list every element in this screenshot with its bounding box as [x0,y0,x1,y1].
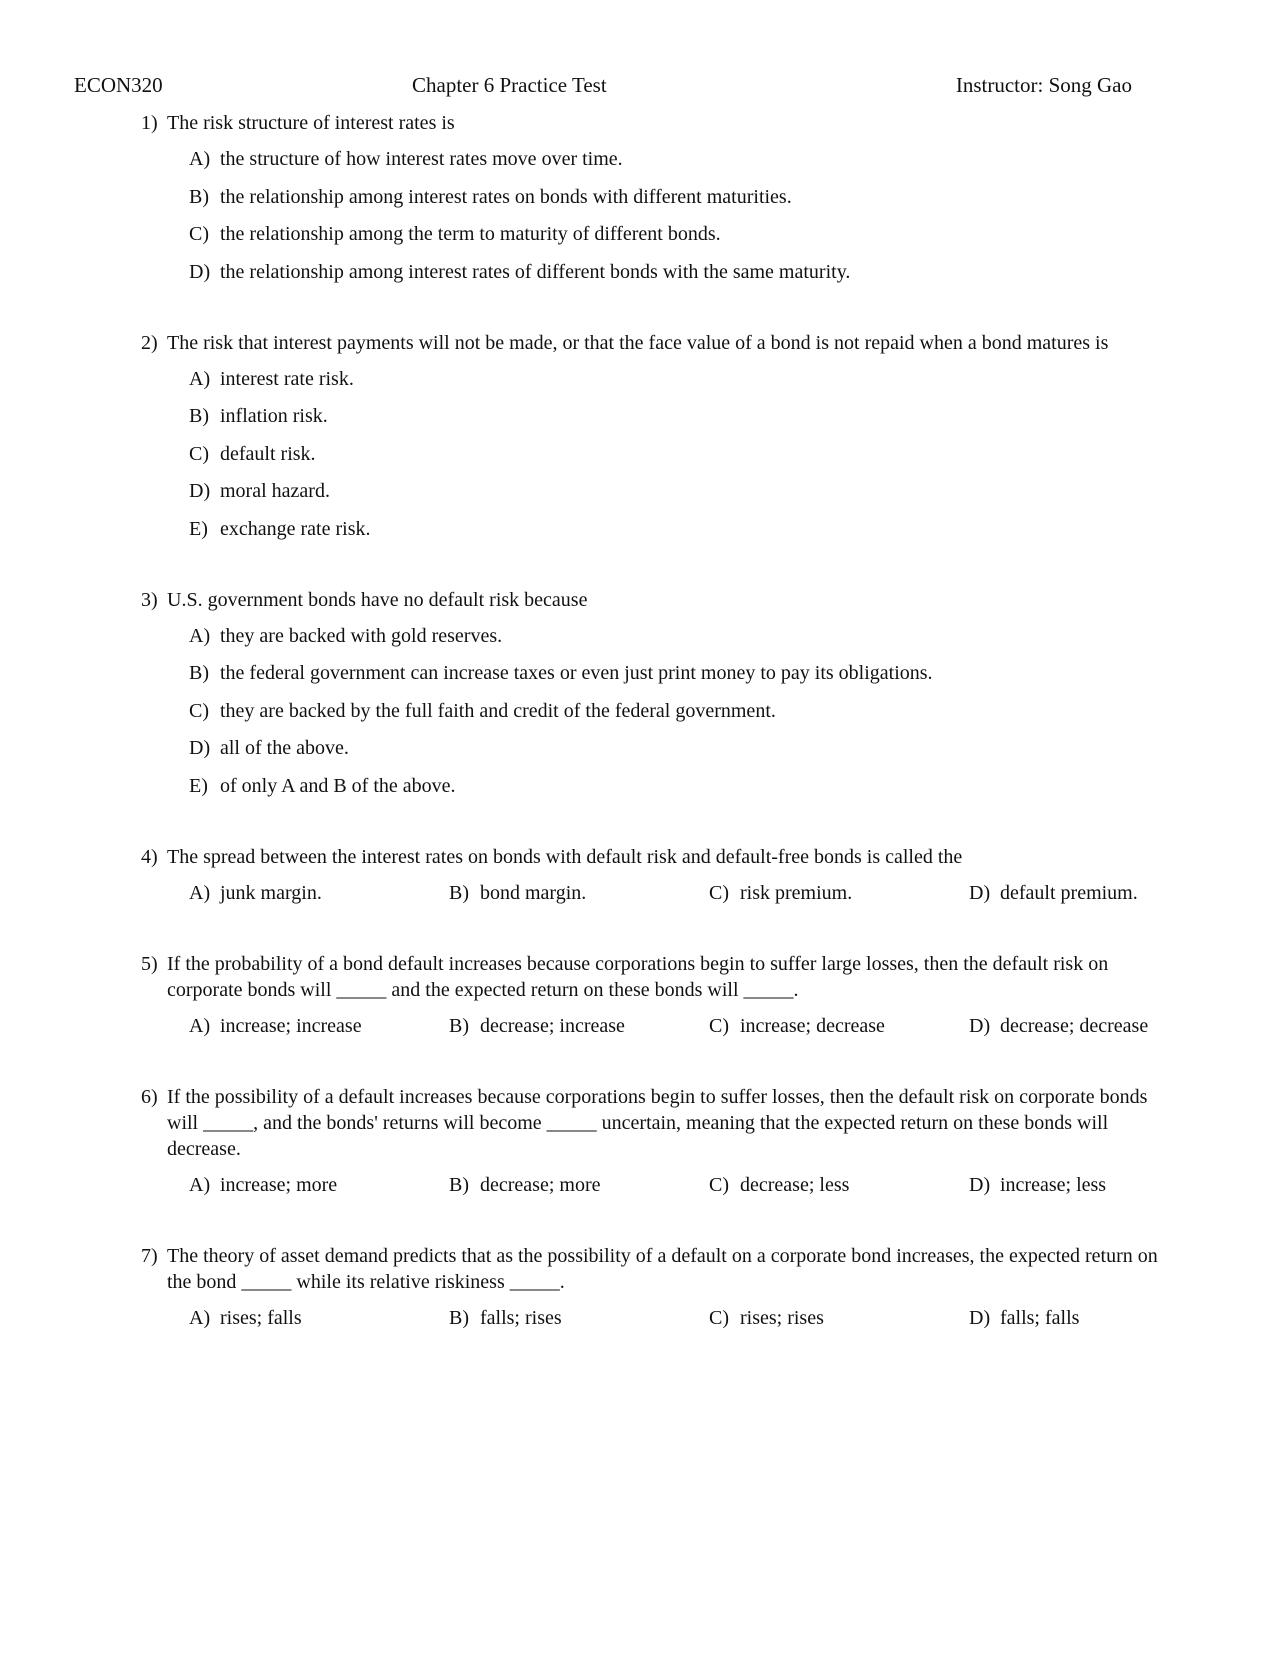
question-text: The risk structure of interest rates is [167,112,455,134]
choice-letter: C) [189,223,209,245]
choice-letter: C) [709,881,729,904]
choice-letter: C) [709,1014,729,1037]
choice-text: increase; less [1000,1173,1107,1196]
question-number: 7) [141,1244,158,1267]
choice-letter: D) [969,1173,991,1196]
choice-text: default premium. [1000,881,1138,904]
choice-a [189,1013,449,1039]
choice-text: the relationship among interest rates on bonds with different maturities. [220,185,792,208]
choice-text: rises; falls [220,1306,302,1329]
choice-b [449,880,709,906]
choice-text: increase; decrease [740,1014,885,1037]
question-number: 6) [141,1085,158,1108]
choice-text: they are backed by the full faith and credit of the federal government. [220,699,776,722]
question-text: The risk that interest payments will not be made, or that the face value of a bond is not repaid when a bond matures is [167,331,1109,354]
choice-letter: D) [189,260,211,283]
choice-text: they are backed with gold reserves. [220,624,503,647]
choice-text: default risk. [220,442,316,465]
choice-text: decrease; more [480,1173,601,1196]
choice-c [189,441,1171,467]
choice-letter: B) [449,1306,469,1329]
choice-text: moral hazard. [220,480,330,502]
choice-d [189,259,1171,285]
choice-letter: A) [189,148,211,170]
choice-letter: D) [189,737,211,759]
choice-text: falls; rises [480,1306,562,1329]
choice-letter: A) [189,1173,211,1196]
choice-text: falls; falls [1000,1306,1080,1329]
choice-letter: C) [189,442,209,465]
question-text: If the probability of a bond default increases because corporations begin to suffer large losses, then the default risk on corporate bonds will _____ and the expected return on these bonds will _____. [167,952,1109,1001]
choice-letter: B) [449,881,469,904]
course-code: ECON320 [74,73,163,97]
question-number: 4) [141,845,158,868]
choice-text: the relationship among interest rates of different bonds with the same maturity. [220,260,851,283]
choice-c [709,1172,969,1198]
choice-letter: A) [189,367,211,390]
choice-d [969,880,1138,906]
question-1 [141,110,1171,285]
answer-choices [141,1013,1171,1039]
choice-a [189,1305,449,1331]
question-number: 2) [141,331,158,354]
question-stem [141,330,1171,356]
question-3 [141,587,1171,799]
answer-choices [141,1172,1171,1198]
question-2 [141,330,1171,542]
question-stem [141,951,1171,1003]
question-6 [141,1084,1171,1198]
question-7 [141,1243,1171,1331]
choice-letter: E) [189,774,208,797]
choice-text: the structure of how interest rates move over time. [220,148,623,170]
choice-text: decrease; decrease [1000,1014,1149,1037]
choice-letter: A) [189,624,211,647]
choice-letter: C) [189,699,209,722]
answer-choices [141,880,1171,906]
answer-choices [141,366,1171,542]
choice-letter: B) [449,1173,469,1196]
choice-letter: A) [189,1306,211,1329]
choice-d [969,1172,1106,1198]
choice-c [709,1305,969,1331]
choice-letter: D) [969,1014,991,1037]
choice-letter: A) [189,881,211,904]
question-number: 5) [141,952,158,975]
choice-text: of only A and B of the above. [220,774,456,797]
question-stem [141,1084,1171,1162]
choice-b [449,1172,709,1198]
choice-text: decrease; increase [480,1014,625,1037]
question-number: 1) [141,112,158,134]
answer-choices [141,1305,1171,1331]
question-stem [141,1243,1171,1295]
choice-letter: B) [189,405,209,427]
choice-letter: E) [189,517,208,540]
answer-choices [141,146,1171,285]
question-text: If the possibility of a default increases because corporations begin to suffer losses, then the default risk on corporate bonds will _____, and the bonds' returns will become _____ uncertain, meaning that the expected return on these bonds will decrease. [167,1085,1148,1160]
choice-b [189,403,1171,429]
choice-letter: D) [969,881,991,904]
question-list [141,110,1171,1376]
choice-text: risk premium. [740,881,853,904]
instructor-name: Instructor: Song Gao [955,73,1132,97]
choice-d [969,1013,1148,1039]
question-stem [141,844,1171,870]
choice-b [449,1305,709,1331]
choice-a [189,880,449,906]
choice-text: all of the above. [220,737,349,759]
choice-text: the relationship among the term to maturity of different bonds. [220,223,721,245]
question-4 [141,844,1171,906]
choice-letter: D) [189,480,211,502]
choice-letter: B) [189,662,209,684]
choice-d [189,735,1171,761]
question-5 [141,951,1171,1039]
choice-letter: B) [189,185,209,208]
choice-text: the federal government can increase taxes or even just print money to pay its obligations. [220,662,933,684]
choice-text: increase; increase [220,1014,362,1037]
choice-letter: A) [189,1014,211,1037]
choice-c [189,698,1171,724]
choice-c [709,880,969,906]
answer-choices [141,623,1171,799]
choice-text: increase; more [220,1173,338,1196]
choice-text: decrease; less [740,1173,850,1196]
choice-text: inflation risk. [220,405,328,427]
choice-b [189,184,1171,210]
choice-b [449,1013,709,1039]
question-text: The theory of asset demand predicts that as the possibility of a default on a corporate bond increases, the expected return on the bond _____ while its relative riskiness _____. [167,1244,1158,1293]
choice-text: bond margin. [480,881,587,904]
choice-a [189,146,1171,172]
choice-text: exchange rate risk. [220,517,371,540]
choice-a [189,1172,449,1198]
choice-a [189,623,1171,649]
choice-a [189,366,1171,392]
page-header [74,72,1132,100]
choice-letter: D) [969,1306,991,1329]
choice-c [189,221,1171,247]
choice-d [189,478,1171,504]
choice-text: rises; rises [740,1306,824,1329]
choice-letter: C) [709,1306,729,1329]
page-title: Chapter 6 Practice Test [412,73,607,97]
choice-b [189,660,1171,686]
question-number: 3) [141,588,158,611]
choice-text: junk margin. [220,881,322,904]
choice-d [969,1305,1079,1331]
choice-letter: B) [449,1014,469,1037]
choice-text: interest rate risk. [220,367,354,390]
question-stem [141,110,1171,136]
question-text: U.S. government bonds have no default risk because [167,588,588,611]
choice-e [189,773,1171,799]
question-text: The spread between the interest rates on bonds with default risk and default-free bonds is called the [167,845,963,868]
choice-letter: C) [709,1173,729,1196]
choice-e [189,516,1171,542]
question-stem [141,587,1171,613]
choice-c [709,1013,969,1039]
